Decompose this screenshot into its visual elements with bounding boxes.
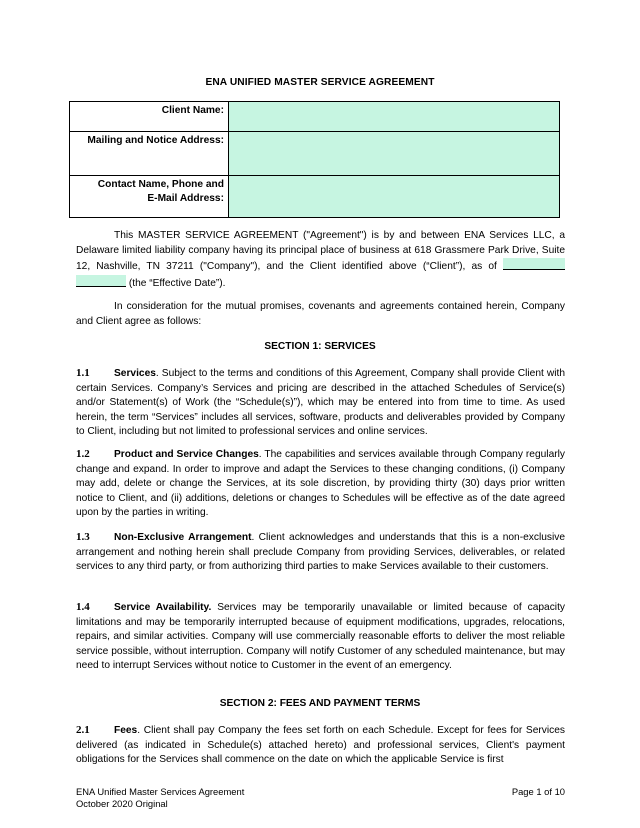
clause-heading: Product and Service Changes <box>114 449 259 460</box>
clause-text: . Client shall pay Company the fees set forth on each Schedule. Except for fees for Services delivered (as indicated in Schedule(s) attached hereto) and professional services, Client's payment obligations for the Services shall commence on the date on which the applicable Service is first <box>76 725 565 766</box>
mailing-address-label: Mailing and Notice Address: <box>70 132 229 176</box>
client-name-label: Client Name: <box>70 102 229 132</box>
section-2-title: SECTION 2: FEES AND PAYMENT TERMS <box>219 698 421 709</box>
clause-2-1 <box>76 723 565 768</box>
clause-text: . Client acknowledges and understands that this is a non-exclusive arrangement and nothing herein shall preclude Company from providing Services, deliverables, or related services to any third party, or from authorizing third parties to make Services available to their customers. <box>76 532 566 573</box>
clause-number: 1.4 <box>76 601 90 613</box>
footer-doc-name: ENA Unified Master Services Agreement <box>76 786 245 797</box>
intro-text: This MASTER SERVICE AGREEMENT ("Agreement") is by and between ENA Services LLC, a Delaware limited liability company having its principal place of business at 618 Grassmere Park Drive, Suite 12, Nashville, TN 37211 ("Company"), and the Client identified above (“Client”), as of <box>76 230 565 273</box>
clause-heading: Service Availability. <box>114 602 212 613</box>
clause-1-4 <box>76 600 565 674</box>
effective-date-label: (the “Effective Date”). <box>128 277 226 289</box>
mailing-address-row <box>70 132 560 176</box>
footer-left <box>76 786 244 811</box>
clause-text: Services may be temporarily unavailable or limited because of capacity limitations and may be temporarily interrupted because of equipment modifications, upgrades, relocations, repairs, and similar activities. Company will use commercially reasonable efforts to deliver the most reliable service possible, without interruption. Company will notify Customer of any scheduled maintenance, but may need to interrupt Services without notice to Customer in the event of an emergency. <box>76 602 565 672</box>
clause-heading: Services <box>114 368 156 379</box>
clause-number: 1.3 <box>76 531 90 543</box>
contact-label-line2: E-Mail Address: <box>147 193 224 204</box>
clause-1-2 <box>76 447 565 521</box>
client-name-row <box>70 102 560 132</box>
clause-number: 1.1 <box>76 367 90 379</box>
section-1-title: SECTION 1: SERVICES <box>264 341 376 352</box>
effective-date-field-part1[interactable] <box>503 258 565 270</box>
client-name-field[interactable] <box>229 102 560 132</box>
contact-field[interactable] <box>229 176 560 218</box>
mailing-address-field[interactable] <box>229 132 560 176</box>
footer-version: October 2020 Original <box>76 798 168 810</box>
intro-paragraph <box>76 229 565 291</box>
clause-heading: Fees <box>114 725 138 736</box>
contact-label <box>70 176 229 218</box>
clause-number: 2.1 <box>76 724 90 736</box>
clause-text: . The capabilities and services available through Company regularly change and expand. In order to improve and adapt the Services to these changing conditions, (i) Company may add, delete or change the Services, at its sole discretion, by providing thirty (30) days prior written notice to Client, and (ii) additions, deletions or changes to Schedules will be effective as of the date agreed upon by the parties in writing. <box>76 449 565 519</box>
clause-text: . Subject to the terms and conditions of this Agreement, Company shall provide Client with certain Services. Company’s Services and pricing are described in the attached Schedules of Service(s) and/or Statement(s) of Work (the “Schedule(s)”), which may be entered into from time to time. As used herein, the term “Services” includes all services, software, products and deliverables provided by Company to Client, including but not limited to professional services and online services. <box>76 368 565 438</box>
document-title: ENA UNIFIED MASTER SERVICE AGREEMENT <box>205 77 435 88</box>
client-info-table <box>69 101 560 218</box>
clause-1-3 <box>76 530 565 575</box>
clause-heading: Non-Exclusive Arrangement <box>114 532 252 543</box>
consideration-paragraph: In consideration for the mutual promises, covenants and agreements contained herein, Company and Client agree as follows: <box>76 301 565 327</box>
footer-page-number: Page 1 of 10 <box>511 786 565 797</box>
clause-1-1 <box>76 366 565 440</box>
contact-row <box>70 176 560 218</box>
contact-label-line1: Contact Name, Phone and <box>97 179 224 190</box>
effective-date-field-part2[interactable] <box>76 275 126 287</box>
clause-number: 1.2 <box>76 448 90 460</box>
